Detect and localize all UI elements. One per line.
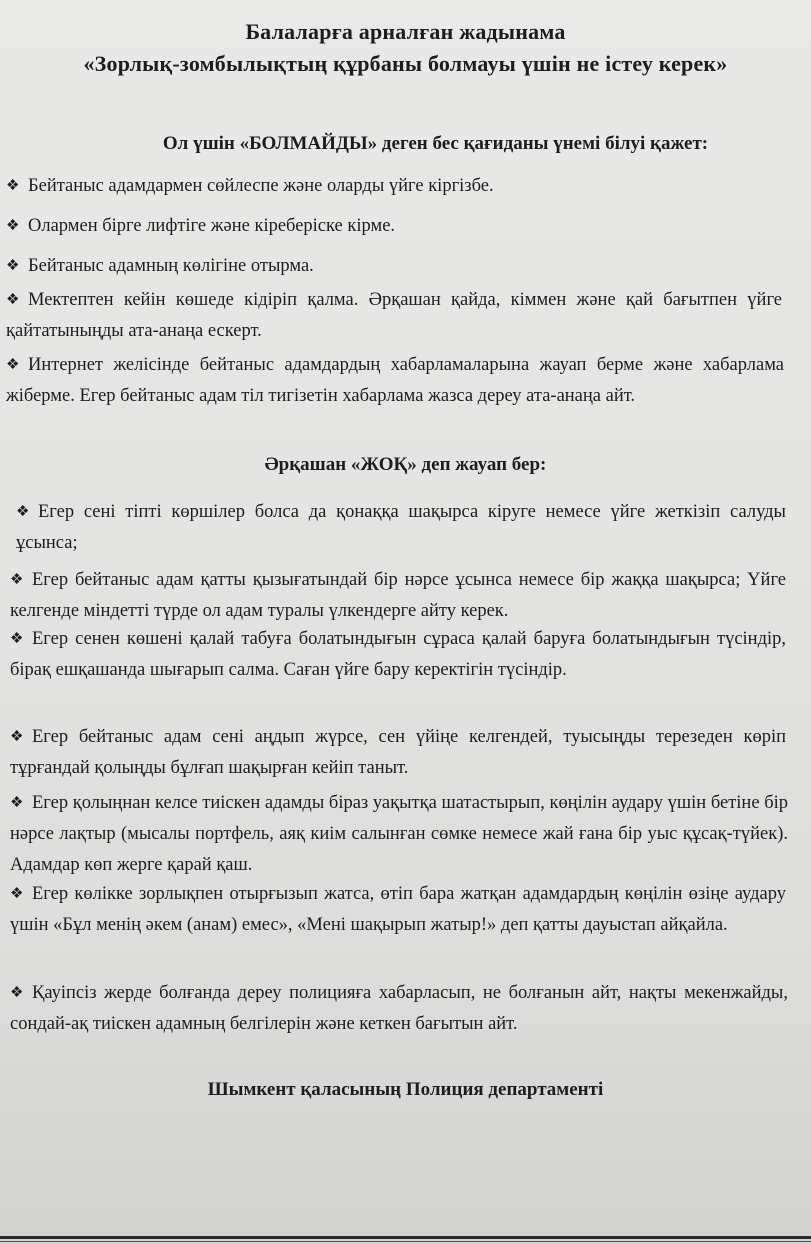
bullet-icon: ❖ <box>16 504 30 520</box>
section-1-heading: Ол үшін «БОЛМАЙДЫ» деген бес қағиданы үнемі білуі қажет: <box>162 133 709 154</box>
list-item-text: Қауіпсіз жерде болғанда дереу полицияға хабарласып, не болғанын айт, нақты мекенжайды, сондай-ақ тиіскен адамның белгілерін және кеткен бағытын айт. <box>10 983 788 1034</box>
bullet-icon: ❖ <box>10 631 24 647</box>
list-item <box>6 350 784 412</box>
bullet-icon: ❖ <box>6 258 20 274</box>
list-item <box>6 171 786 202</box>
list-item-text: Олармен бірге лифтіге және кіреберіске кірме. <box>28 216 396 236</box>
bullet-icon: ❖ <box>6 218 20 234</box>
section-2-heading: Әрқашан «ЖОҚ» деп жауап бер: <box>264 454 547 475</box>
title-line-2: «Зорлық-зомбылықтың құрбаны болмауы үшін не істеу керек» <box>83 51 728 76</box>
list-item-text: Егер сені тіпті көршілер болса да қонаққа шақырса кіруге немесе үйге жеткізіп салуды ұсынса; <box>16 502 786 553</box>
bullet-icon: ❖ <box>10 729 24 745</box>
list-item-text: Егер қолыңнан келсе тиіскен адамды біраз уақытқа шатастырып, көңілін аудару үшін бетіне бір нәрсе лақтыр (мысалы портфель, аяқ киім салынған сөмке немесе жай ғана бір уыс құсақ-түйек). Адамдар көп жерге қарай қаш. <box>10 793 788 875</box>
list-item-text: Бейтаныс адамның көлігіне отырма. <box>28 256 314 276</box>
list-item <box>10 722 786 784</box>
list-item <box>10 624 786 686</box>
list-item <box>10 788 788 881</box>
bullet-icon: ❖ <box>10 795 24 811</box>
list-item <box>6 285 782 347</box>
bullet-icon: ❖ <box>10 886 24 902</box>
list-item-text: Интернет желісінде бейтаныс адамдардың хабарламаларына жауап берме және хабарлама жіберме. Егер бейтаныс адам тіл тигізетін хабарлама жазса дереу ата-анаңа айт. <box>6 355 784 406</box>
list-item <box>6 211 786 242</box>
title-line-1: Балаларға арналған жадынама <box>245 19 566 44</box>
list-item-text: Егер бейтаныс адам сені аңдып жүрсе, сен үйіңе келгендей, туысыңды терезеден көріп тұрғандай қолыңды бұлғап шақырған кейіп таныт. <box>10 727 786 778</box>
bottom-rule <box>0 1236 811 1239</box>
bullet-icon: ❖ <box>6 178 20 194</box>
list-item <box>6 251 786 282</box>
list-item <box>10 978 788 1040</box>
list-item <box>10 879 786 941</box>
list-item-text: Егер бейтаныс адам қатты қызығатындай бір нәрсе ұсынса немесе бір жаққа шақырса; Үйге келгенде міндетті түрде ол адам туралы үлкендерге айту керек. <box>10 570 786 621</box>
bullet-icon: ❖ <box>10 985 24 1001</box>
footer-signature: Шымкент қаласының Полиция департаменті <box>207 1079 604 1100</box>
list-item-text: Егер сенен көшені қалай табуға болатындығын сұраса қалай баруға болатындығын түсіндір, бірақ ешқашанда шығарып салма. Саған үйге бару керектігін түсіндір. <box>10 629 786 680</box>
list-item-text: Егер көлікке зорлықпен отырғызып жатса, өтіп бара жатқан адамдардың көңілін өзіңе аудару үшін «Бұл менің әкем (анам) емес», «Мені шақырып жатыр!» деп қатты дауыстап айқайла. <box>10 884 786 935</box>
bullet-icon: ❖ <box>10 572 24 588</box>
bottom-rule-thin <box>0 1241 811 1242</box>
list-item-text: Бейтаныс адамдармен сөйлеспе және оларды үйге кіргізбе. <box>28 176 494 196</box>
list-item-text: Мектептен кейін көшеде кідіріп қалма. Әрқашан қайда, кіммен және қай бағытпен үйге қайтатыныңды ата-анаңа ескерт. <box>6 290 782 341</box>
bullet-icon: ❖ <box>6 292 20 308</box>
list-item <box>10 565 786 627</box>
bullet-icon: ❖ <box>6 357 20 373</box>
list-item <box>16 497 786 559</box>
